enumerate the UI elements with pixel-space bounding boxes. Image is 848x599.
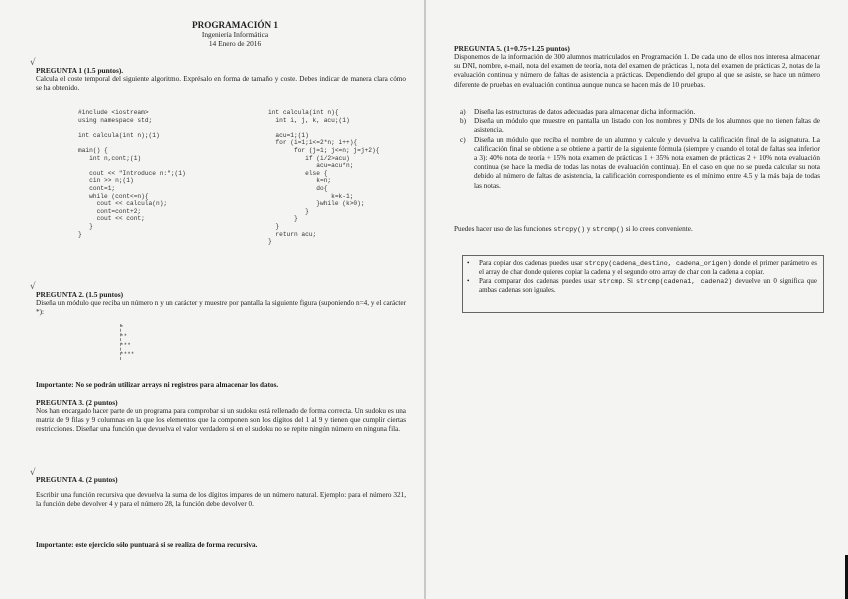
check-mark-icon: √ bbox=[30, 58, 36, 68]
bullet-icon: • bbox=[467, 277, 470, 285]
exam-title: PROGRAMACIÓN 1 bbox=[192, 20, 278, 30]
figure-row: ** bbox=[120, 333, 128, 340]
check-mark-icon: √ bbox=[30, 282, 36, 292]
exam-date: 14 Enero de 2016 bbox=[208, 39, 262, 48]
question-5-title: PREGUNTA 5. (1+0.75+1.25 puntos) bbox=[454, 44, 570, 53]
triangle-figure bbox=[114, 324, 154, 364]
question-4-text: Escribir una función recursiva que devuelva la suma de los dígitos impares de un número natural. Ejemplo: para el número 321, la función debe devolver 4 y para el número 28, la función debe devolver 0. bbox=[36, 491, 406, 509]
question-3-text: Nos han encargado hacer parte de un programa para comprobar si un sudoku está rellenado de forma correcta. Un sudoku es una matriz de 9 filas y 9 columnas en la que los elementos que la componen son los dígitos del 1 al 9 y tienen que cumplir ciertas restricciones. Diseñar una función que devuelva el valor verdadero si en el sudoku no se repite ningún número en ninguna fila. bbox=[36, 407, 406, 434]
question-1-code-main: #include <iostream> using namespace std; int calcula(int n);(1) main() { int n,cont;(1) cout << "Introduce n:";(1) cin >> n;(1) cont=1; while (cont<=n){ cout << calcula(n); cont=cont+2; cout << cont; } } bbox=[78, 109, 186, 238]
question-4-title: PREGUNTA 4. (2 puntos) bbox=[36, 475, 118, 484]
exam-header bbox=[150, 20, 320, 48]
question-5-functions-note: Puedes hacer uso de las funciones strcpy() y strcmp() si lo crees conveniente. bbox=[454, 225, 693, 233]
question-1-code-function: int calcula(int n){ int i, j, k, acu;(1) acu=1;(1) for (i=1;i<=2*n; i++){ for (j=1; j<=n; j=j+2){ if (i/2>acu) acu=acu*n; else { k=n; do{ k=k-1; }while (k>0); } } } return acu; } bbox=[268, 109, 380, 246]
note-recursive: Importante: este ejercicio sólo puntuará si se realiza de forma recursiva. bbox=[36, 541, 258, 549]
tip-strcmp: • Para comparar dos cadenas puedes usar strcmp. Si strcmp(cadena1, cadena2) devuelve un 0 significa que ambas cadenas son iguales. bbox=[467, 277, 818, 294]
figure-row: *** bbox=[120, 342, 131, 349]
bullet-icon: • bbox=[467, 259, 470, 267]
tip-strcpy: • Para copiar dos cadenas puedes usar strcpy(cadena_destino, cadena_origen) donde el primer parámetro es el array de char donde quieres copiar la cadena y el segundo otro array de char con la cadena a copiar. bbox=[467, 259, 818, 276]
question-2-text: Diseña un módulo que reciba un número n y un carácter y muestre por pantalla la siguiente figura (suponiendo n=4, y el carácter *): bbox=[36, 299, 406, 317]
string-functions-tip-box bbox=[462, 255, 824, 313]
check-mark-icon: √ bbox=[30, 468, 36, 478]
question-2-title: PREGUNTA 2. (1.5 puntos) bbox=[36, 290, 124, 299]
exam-degree: Ingeniería Informática bbox=[201, 30, 269, 39]
question-5-text: Disponemos de la información de 300 alumnos matriculados en Programación 1. De cada uno de ellos nos interesa almacenar su DNI, nombre, e-mail, nota del examen de teoría, nota del examen de prácticas 1, nota del examen de prácticas 2, notas de la evaluación continua y número de faltas de asistencia a prácticas. Dependiendo del grupo al que se asiste, se hace un número diferente de pruebas en evaluación continua aunque nunca se hacen más de 10 pruebas. bbox=[454, 53, 820, 89]
list-item: c) Diseña un módulo que reciba el nombre de un alumno y calcule y devuelva la calificación final de la asignatura. La calificación final se obtiene a se obtiene a partir de la siguiente fórmula (siempre y cuando el total de faltas sea inferior a 3): 40% nota de teoría + 15% nota examen de prácticas 1 + 35% nota examen de prácticas 2 + 10% nota evaluación continua (se hace la media de todas las notas de evaluación continua). En el caso en que no se pueda calcular su nota debido al número de faltas de asistencia, la calificación correspondiente es el mínimo entre 4.5 y la más baja de todas las notas. bbox=[460, 135, 820, 190]
question-3-title: PREGUNTA 3. (2 puntos) bbox=[36, 398, 118, 407]
exam-page-right bbox=[426, 0, 848, 599]
question-1-title: PREGUNTA 1 (1.5 puntos). bbox=[36, 66, 124, 75]
figure-row: * bbox=[120, 324, 124, 331]
figure-row: **** bbox=[120, 351, 135, 358]
question-5-items bbox=[460, 108, 820, 191]
list-item: b) Diseña un módulo que muestre en pantalla un listado con los nombres y DNIs de los alumnos que no tienen faltas de asistencia. bbox=[460, 117, 820, 135]
note-no-arrays: Importante: No se podrán utilizar arrays ni registros para almacenar los datos. bbox=[36, 381, 279, 389]
question-1-text: Calcula el coste temporal del siguiente algoritmo. Exprésalo en forma de tamaño y coste. Debes indicar de manera clara cómo se ha obtenido. bbox=[36, 75, 406, 93]
list-item: a) Diseña las estructuras de datos adecuadas para almacenar dicha información. bbox=[460, 108, 696, 116]
